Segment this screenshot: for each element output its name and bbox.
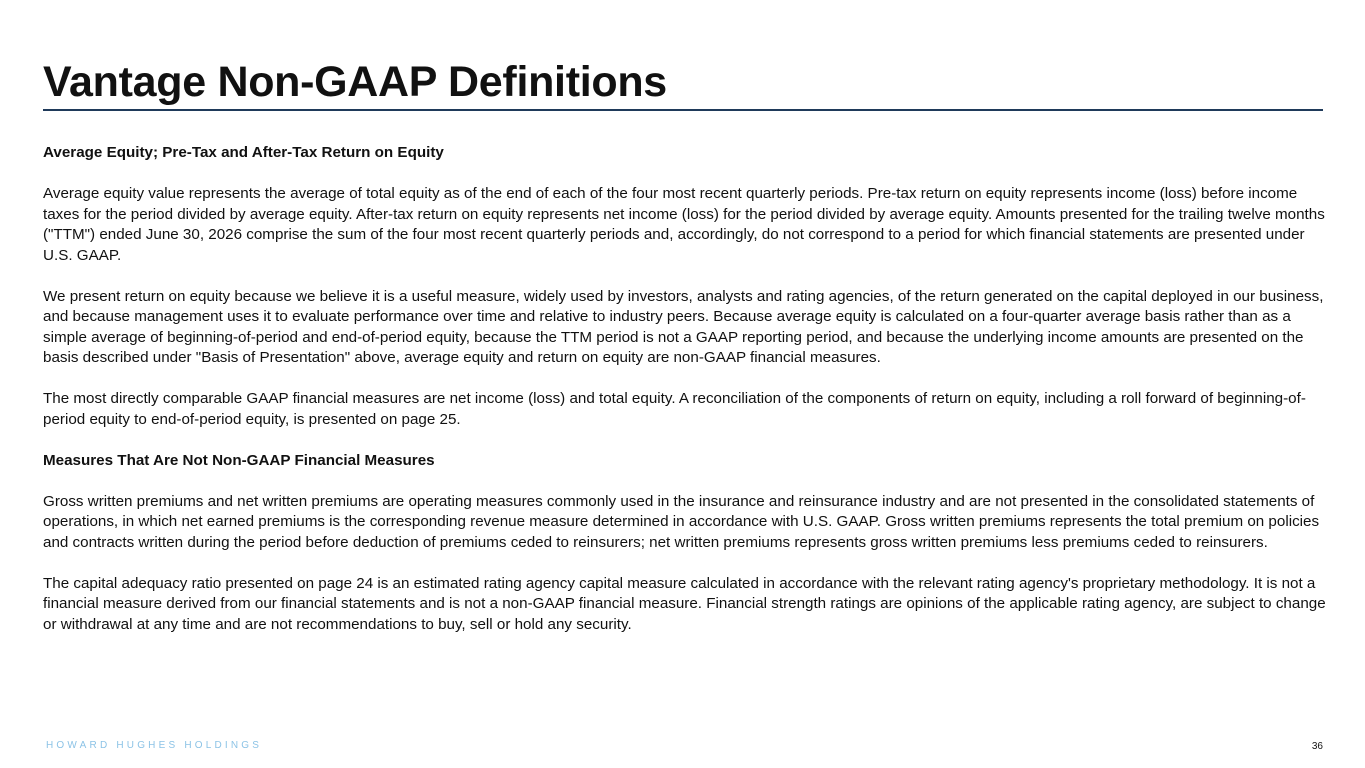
paragraph-gaap-reconciliation: The most directly comparable GAAP financial measures are net income (loss) and total equity. A reconciliation of the components of return on equity, including a roll forward of beginning-of-period equity to end-of-period equity, is presented on page 25. (43, 390, 1306, 428)
paragraph-written-premiums: Gross written premiums and net written premiums are operating measures commonly used in the insurance and reinsurance industry and are not presented in the consolidated statements of operations, in which net earned premiums is the corresponding revenue measure determined in accordance with U.S. GAAP. Gross written premiums represents the total premium on policies and contracts written during the period before deduction of premiums ceded to reinsurers; net written premiums represents gross written premiums less premiums ceded to reinsurers. (43, 492, 1320, 551)
page-title: Vantage Non-GAAP Definitions (43, 58, 667, 106)
slide-body (43, 143, 1328, 656)
paragraph-return-on-equity-rationale: We present return on equity because we believe it is a useful measure, widely used by investors, analysts and rating agencies, of the return generated on the capital deployed in our business, and because management uses it to evaluate performance over time and relative to industry peers. Because average equity is calculated on a four-quarter average basis rather than as a simple average of beginning-of-period and end-of-period equity, because the TTM period is not a GAAP reporting period, and because the underlying income amounts are presented on the basis described under "Basis of Presentation" above, average equity and return on equity are non-GAAP financial measures. (43, 287, 1324, 366)
footer-brand-wordmark: HOWARD HUGHES HOLDINGS (46, 740, 263, 751)
page-number: 36 (1311, 741, 1323, 752)
section-heading-not-non-gaap: Measures That Are Not Non-GAAP Financial Measures (43, 451, 435, 469)
paragraph-average-equity-definition: Average equity value represents the average of total equity as of the end of each of the four most recent quarterly periods. Pre-tax return on equity represents income (loss) before income taxes for the period divided by average equity. After-tax return on equity represents net income (loss) for the period divided by average equity. Amounts presented for the trailing twelve months ("TTM") ended June 30, 2026 comprise the sum of the four most recent quarterly periods and, accordingly, do not correspond to a period for which financial statements are presented under U.S. GAAP. (43, 185, 1325, 264)
section-heading-return-on-equity: Average Equity; Pre-Tax and After-Tax Return on Equity (43, 144, 444, 161)
title-divider (43, 109, 1323, 111)
paragraph-capital-adequacy: The capital adequacy ratio presented on page 24 is an estimated rating agency capital measure calculated in accordance with the relevant rating agency's proprietary methodology. It is not a financial measure derived from our financial statements and is not a non-GAAP financial measure. Financial strength ratings are opinions of the applicable rating agency, are subject to change or withdrawal at any time and are not recommendations to buy, sell or hold any security. (43, 574, 1326, 633)
